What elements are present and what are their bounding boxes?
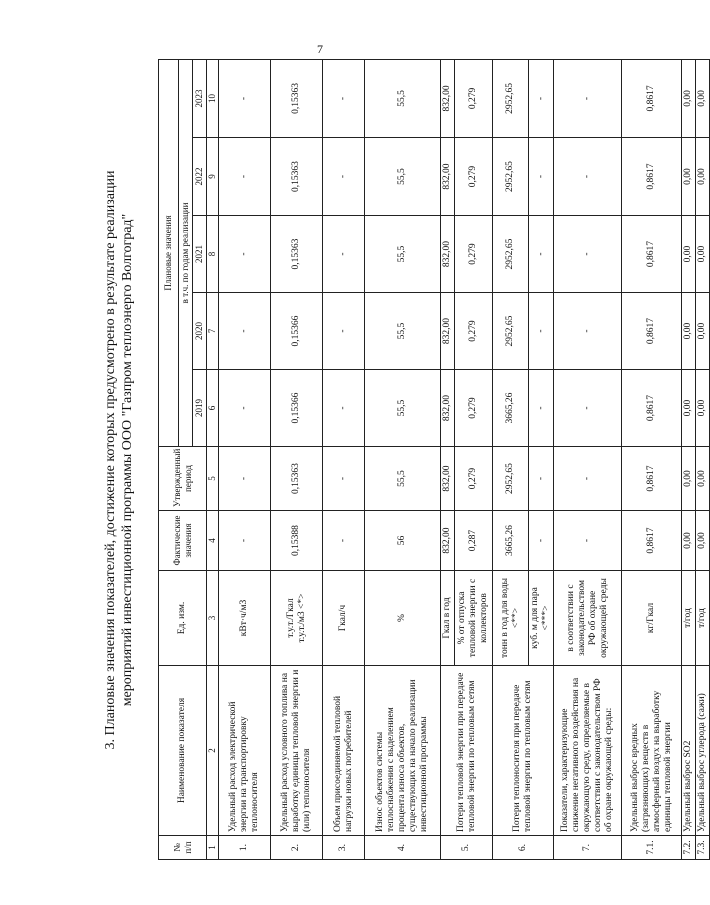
indicators-table: [158, 59, 710, 860]
row-num: 4.: [365, 836, 441, 860]
row-actual: 56: [365, 511, 441, 571]
row-year-value: 0,15366: [271, 293, 323, 370]
row-year-value: 0,00: [682, 293, 696, 370]
header-by-years: в т.ч. по годам реализации: [179, 59, 193, 446]
row-year-value: 0,15363: [271, 216, 323, 293]
row-year-value: 55,5: [365, 293, 441, 370]
row-actual: -: [554, 511, 622, 571]
row-name: Потери теплоносителя при передаче тепловой энергии по тепловым сетям: [493, 666, 554, 836]
row-approved: -: [529, 447, 554, 511]
row-year-value: 0,00: [682, 370, 696, 447]
document-heading: [102, 60, 136, 860]
row-approved: 0,15363: [271, 447, 323, 511]
row-approved: 0,00: [696, 447, 710, 511]
row-approved: -: [323, 447, 365, 511]
table-row: [696, 59, 710, 859]
col-number: 5: [207, 447, 219, 511]
row-year-value: 2952,65: [493, 59, 529, 137]
row-unit: % от отпуска тепловой энергии с коллекторов: [455, 571, 493, 666]
row-year-value: -: [554, 138, 622, 216]
row-year-value: -: [323, 59, 365, 137]
row-num: 1.: [219, 836, 271, 860]
table-row: [682, 59, 696, 859]
table-row: [323, 59, 365, 859]
row-name: Удельный расход электрической энергии на транспортировку теплоносителя: [219, 666, 271, 836]
row-unit: т/год: [682, 571, 696, 666]
row-year-value: 0,8617: [622, 293, 682, 370]
row-approved: 2952,65: [493, 447, 529, 511]
col-number: 8: [207, 216, 219, 293]
row-year-value: 0,279: [455, 59, 493, 137]
row-actual: 832,00: [441, 511, 455, 571]
header-planned-label: Плановые значения: [163, 215, 173, 291]
row-name: Объем присоединяемой тепловой нагрузки новых потребителей: [323, 666, 365, 836]
row-unit: в соответствии с законодательством РФ об охране окружающей среды: [554, 571, 622, 666]
header-num: № п/п: [159, 836, 207, 860]
column-number-row: [207, 59, 219, 859]
header-planned: [159, 59, 179, 446]
row-year-value: 55,5: [365, 138, 441, 216]
row-year-value: 2952,65: [493, 293, 529, 370]
row-unit: кг/Гкал: [622, 571, 682, 666]
row-approved: 55,5: [365, 447, 441, 511]
row-num: 6.: [493, 836, 554, 860]
row-approved: 832,00: [441, 447, 455, 511]
row-year-value: 832,00: [441, 370, 455, 447]
heading-line-2: мероприятий инвестиционной программы ООО "Газпром теплоэнерго Волгоград": [120, 213, 135, 707]
table-row: [219, 59, 271, 859]
row-year-value: -: [219, 293, 271, 370]
row-unit: [271, 571, 323, 666]
row-year-value: -: [529, 216, 554, 293]
header-year: 2023: [193, 59, 207, 137]
table-row: [271, 59, 323, 859]
row-num: 2.: [271, 836, 323, 860]
col-number: 9: [207, 138, 219, 216]
row-year-value: -: [554, 293, 622, 370]
row-year-value: 832,00: [441, 138, 455, 216]
col-number: 7: [207, 293, 219, 370]
row-year-value: -: [219, 138, 271, 216]
row-unit: куб. м для пара <***>: [529, 571, 554, 666]
row-year-value: -: [219, 216, 271, 293]
row-year-value: 0,15363: [271, 138, 323, 216]
row-year-value: 0,15366: [271, 370, 323, 447]
row-num: 7.1.: [622, 836, 682, 860]
row-year-value: 0,00: [682, 138, 696, 216]
col-number: 4: [207, 511, 219, 571]
row-year-value: 55,5: [365, 216, 441, 293]
header-year: 2021: [193, 216, 207, 293]
row-year-value: 0,00: [682, 216, 696, 293]
row-actual: 0,8617: [622, 511, 682, 571]
table-row: [622, 59, 682, 859]
row-year-value: -: [219, 59, 271, 137]
row-approved: 0,8617: [622, 447, 682, 511]
table-row: [554, 59, 622, 859]
header-year: 2019: [193, 370, 207, 447]
header-approved: Утвержденный период: [159, 447, 207, 511]
row-actual: 0,00: [682, 511, 696, 571]
header-actual: Фактические значения: [159, 511, 207, 571]
rotated-content: [102, 60, 707, 860]
table-row: [441, 59, 455, 859]
row-year-value: -: [529, 59, 554, 137]
col-number: 1: [207, 836, 219, 860]
row-year-value: 0,279: [455, 293, 493, 370]
row-year-value: 0,279: [455, 138, 493, 216]
row-unit: кВт·ч/м3: [219, 571, 271, 666]
header-unit: Ед. изм.: [159, 571, 207, 666]
row-actual: 0,15388: [271, 511, 323, 571]
col-number: 3: [207, 571, 219, 666]
row-unit: т/год: [696, 571, 710, 666]
heading-line-1: 3. Плановые значения показателей, достижение которых предусмотрено в результате реализации: [103, 170, 118, 750]
row-approved: 0,279: [455, 447, 493, 511]
row-actual: 0,00: [696, 511, 710, 571]
table-row: [493, 59, 529, 859]
row-year-value: 0,00: [696, 138, 710, 216]
row-year-value: 0,00: [696, 293, 710, 370]
row-unit: тонн в год для воды <**>: [493, 571, 529, 666]
row-year-value: 0,00: [696, 370, 710, 447]
row-year-value: 0,00: [682, 59, 696, 137]
row-year-value: -: [323, 216, 365, 293]
row-year-value: 0,279: [455, 370, 493, 447]
header-year: 2020: [193, 293, 207, 370]
row-year-value: 832,00: [441, 59, 455, 137]
row-approved: -: [554, 447, 622, 511]
row-year-value: 0,00: [696, 216, 710, 293]
page-number: 7: [317, 42, 323, 56]
row-num: 5.: [441, 836, 493, 860]
row-name: Показатели, характеризующие снижение негативного воздействия на окружающую среду, определяемые в соответствии с законодательством РФ об охране окружающей среды:: [554, 666, 622, 836]
row-year-value: 0,8617: [622, 59, 682, 137]
row-year-value: 2952,65: [493, 216, 529, 293]
row-year-value: 3665,26: [493, 370, 529, 447]
row-year-value: 0,8617: [622, 216, 682, 293]
header-year: 2022: [193, 138, 207, 216]
row-year-value: 832,00: [441, 293, 455, 370]
row-year-value: -: [323, 293, 365, 370]
row-unit-line: т.у.т./м3 <*>: [296, 593, 307, 643]
row-year-value: 55,5: [365, 59, 441, 137]
row-num: 7.: [554, 836, 622, 860]
row-year-value: 832,00: [441, 216, 455, 293]
row-actual: -: [323, 511, 365, 571]
row-actual: 3665,26: [493, 511, 529, 571]
row-name: Удельный выброс вредных (загрязняющих) веществ в атмосферный воздух на выработку единицы тепловой энергии: [622, 666, 682, 836]
row-name: Удельный расход условного топлива на выработку единицы тепловой энергии и (или) теплоносителя: [271, 666, 323, 836]
table-row: [365, 59, 441, 859]
row-num: 7.3.: [696, 836, 710, 860]
row-name: Удельный выброс SO2: [682, 666, 696, 836]
row-year-value: -: [529, 293, 554, 370]
row-year-value: 0,00: [696, 59, 710, 137]
row-year-value: 55,5: [365, 370, 441, 447]
col-number: 2: [207, 666, 219, 836]
row-num: 7.2.: [682, 836, 696, 860]
row-approved: -: [219, 447, 271, 511]
row-year-value: 0,8617: [622, 370, 682, 447]
row-year-value: -: [529, 370, 554, 447]
row-year-value: -: [554, 59, 622, 137]
row-name: Износ объектов системы теплоснабжения с выделением процента износа объектов, существующих на начало реализации инвестиционной программы: [365, 666, 441, 836]
row-year-value: -: [529, 138, 554, 216]
row-unit: Гкал в год: [441, 571, 455, 666]
row-year-value: 2952,65: [493, 138, 529, 216]
row-approved: 0,00: [682, 447, 696, 511]
row-actual: -: [529, 511, 554, 571]
col-number: 6: [207, 370, 219, 447]
row-year-value: 0,15363: [271, 59, 323, 137]
row-year-value: -: [554, 216, 622, 293]
col-number: 10: [207, 59, 219, 137]
row-num: 3.: [323, 836, 365, 860]
header-name: Наименование показателя: [159, 666, 207, 836]
row-year-value: -: [219, 370, 271, 447]
row-name: Удельный выброс углерода (сажи): [696, 666, 710, 836]
row-actual: -: [219, 511, 271, 571]
row-actual: 0,287: [455, 511, 493, 571]
row-name: Потери тепловой энергии при передаче тепловой энергии по тепловым сетям: [441, 666, 493, 836]
row-unit-line: т.у.т./Гкал: [285, 598, 296, 638]
row-year-value: -: [554, 370, 622, 447]
row-year-value: -: [323, 370, 365, 447]
row-unit: %: [365, 571, 441, 666]
row-unit: Гкал/ч: [323, 571, 365, 666]
row-year-value: 0,8617: [622, 138, 682, 216]
row-year-value: -: [323, 138, 365, 216]
row-year-value: 0,279: [455, 216, 493, 293]
